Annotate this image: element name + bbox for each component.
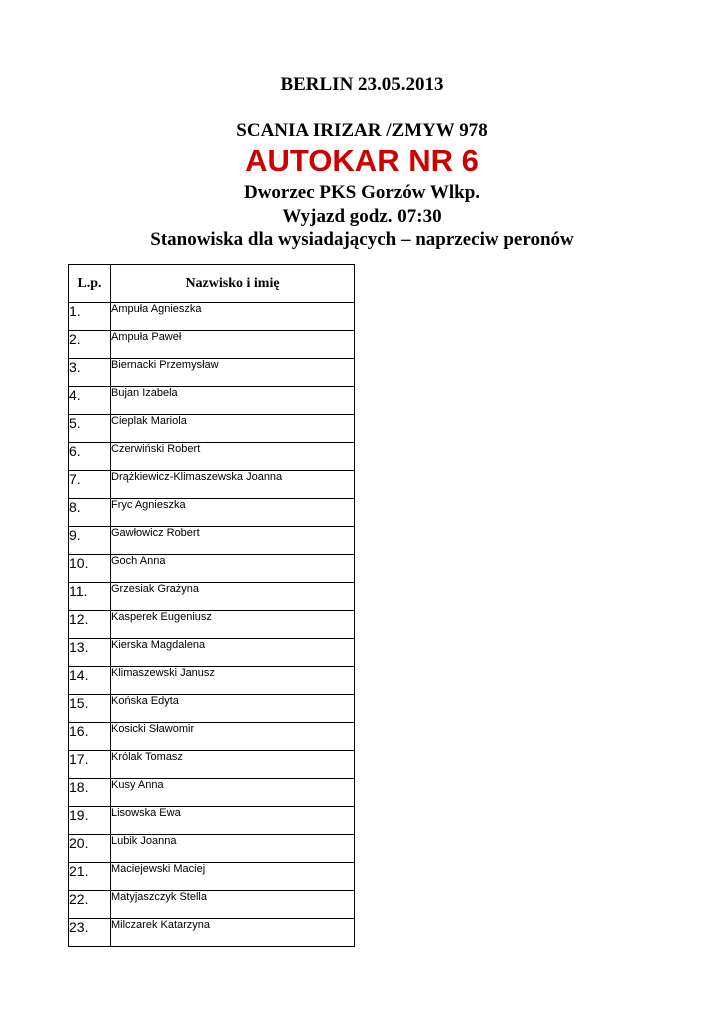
table-row	[69, 695, 355, 723]
passenger-name: Klimaszewski Janusz	[111, 667, 355, 695]
table-row	[69, 919, 355, 947]
departure-line: Wyjazd godz. 07:30	[282, 206, 442, 227]
row-number: 15.	[69, 695, 111, 723]
row-number: 6.	[69, 443, 111, 471]
table-row	[69, 807, 355, 835]
row-number: 16.	[69, 723, 111, 751]
passenger-name: Ampuła Paweł	[111, 331, 355, 359]
row-number: 5.	[69, 415, 111, 443]
stops-line: Stanowiska dla wysiadających – naprzeciw peronów	[150, 229, 574, 250]
bus-line: SCANIA IRIZAR /ZMYW 978	[236, 120, 488, 141]
passenger-name: Kosicki Sławomir	[111, 723, 355, 751]
row-number: 2.	[69, 331, 111, 359]
station-line: Dworzec PKS Gorzów Wlkp.	[243, 182, 481, 203]
row-number: 1.	[69, 303, 111, 331]
passenger-rows	[69, 303, 355, 947]
passenger-name: Bujan Izabela	[111, 387, 355, 415]
row-number: 10.	[69, 555, 111, 583]
header-name: Nazwisko i imię	[111, 265, 355, 303]
row-number: 13.	[69, 639, 111, 667]
table-row	[69, 387, 355, 415]
passenger-name: Fryc Agnieszka	[111, 499, 355, 527]
passenger-name: Goch Anna	[111, 555, 355, 583]
passenger-name: Ampuła Agnieszka	[111, 303, 355, 331]
table-row	[69, 583, 355, 611]
row-number: 4.	[69, 387, 111, 415]
table-row	[69, 891, 355, 919]
passenger-name: Drążkiewicz-Klimaszewska Joanna	[111, 471, 355, 499]
table-row	[69, 415, 355, 443]
passenger-name: Biernacki Przemysław	[111, 359, 355, 387]
passenger-name: Końska Edyta	[111, 695, 355, 723]
table-row	[69, 611, 355, 639]
table-row	[69, 835, 355, 863]
header-lp: L.p.	[69, 265, 111, 303]
row-number: 14.	[69, 667, 111, 695]
table-row	[69, 499, 355, 527]
row-number: 7.	[69, 471, 111, 499]
table-row	[69, 303, 355, 331]
table-row	[69, 639, 355, 667]
passenger-table	[68, 264, 355, 947]
passenger-name: Milczarek Katarzyna	[111, 919, 355, 947]
passenger-name: Kasperek Eugeniusz	[111, 611, 355, 639]
date-line: BERLIN 23.05.2013	[280, 74, 444, 95]
passenger-name: Kusy Anna	[111, 779, 355, 807]
table-row	[69, 863, 355, 891]
passenger-name: Lisowska Ewa	[111, 807, 355, 835]
coach-title: AUTOKAR NR 6	[245, 143, 479, 178]
table-row	[69, 443, 355, 471]
table-row	[69, 667, 355, 695]
passenger-name: Lubik Joanna	[111, 835, 355, 863]
row-number: 8.	[69, 499, 111, 527]
passenger-name: Maciejewski Maciej	[111, 863, 355, 891]
row-number: 18.	[69, 779, 111, 807]
table-row	[69, 723, 355, 751]
passenger-name: Kierska Magdalena	[111, 639, 355, 667]
passenger-name: Królak Tomasz	[111, 751, 355, 779]
row-number: 11.	[69, 583, 111, 611]
passenger-name: Czerwiński Robert	[111, 443, 355, 471]
row-number: 17.	[69, 751, 111, 779]
table-header-row	[69, 265, 355, 303]
row-number: 9.	[69, 527, 111, 555]
table-row	[69, 471, 355, 499]
table-row	[69, 359, 355, 387]
row-number: 21.	[69, 863, 111, 891]
table-row	[69, 751, 355, 779]
row-number: 12.	[69, 611, 111, 639]
passenger-name: Grzesiak Grażyna	[111, 583, 355, 611]
row-number: 20.	[69, 835, 111, 863]
row-number: 23.	[69, 919, 111, 947]
row-number: 22.	[69, 891, 111, 919]
passenger-name: Gawłowicz Robert	[111, 527, 355, 555]
row-number: 19.	[69, 807, 111, 835]
passenger-name: Matyjaszczyk Stella	[111, 891, 355, 919]
table-row	[69, 555, 355, 583]
table-row	[69, 331, 355, 359]
passenger-name: Cieplak Mariola	[111, 415, 355, 443]
row-number: 3.	[69, 359, 111, 387]
table-row	[69, 779, 355, 807]
table-row	[69, 527, 355, 555]
